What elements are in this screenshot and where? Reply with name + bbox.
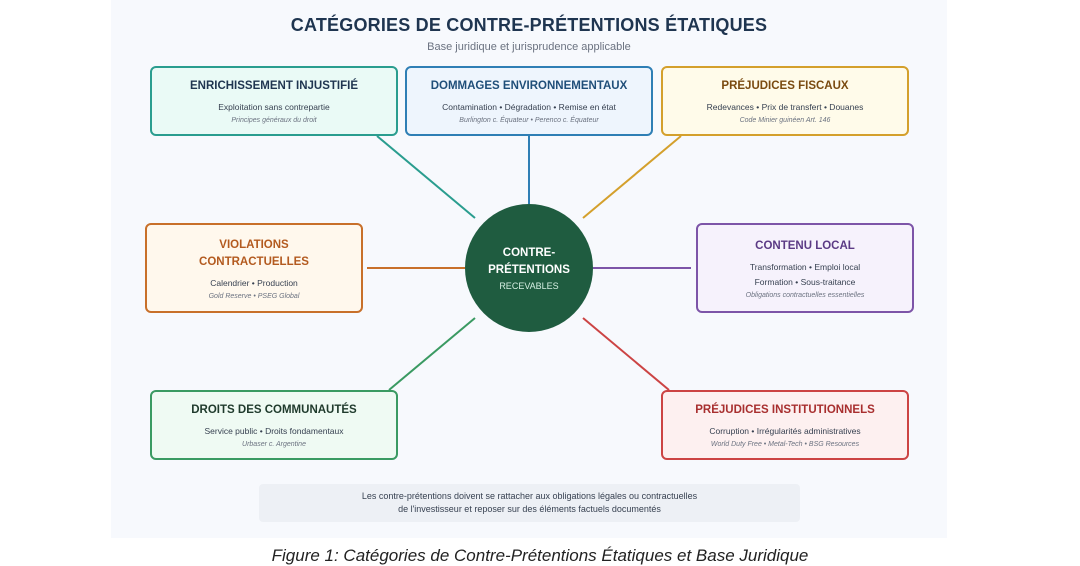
connector-communautes bbox=[389, 318, 475, 390]
box-reference: Obligations contractuelles essentielles bbox=[745, 291, 865, 299]
diagram-subtitle: Base juridique et jurisprudence applicable bbox=[427, 41, 631, 53]
box-enrichissement-injustifie bbox=[150, 66, 398, 136]
box-detail: Transformation • Emploi local bbox=[749, 261, 861, 272]
box-detail: Calendrier • Production bbox=[210, 277, 298, 288]
box-reference: Burlington c. Équateur • Perenco c. Équateur bbox=[459, 117, 599, 124]
box-title: VIOLATIONS CONTRACTUELLES bbox=[199, 238, 309, 268]
box-reference: Urbaser c. Argentine bbox=[242, 441, 306, 448]
box-detail-2: Formation • Sous-traitance bbox=[754, 276, 856, 287]
center-title: CONTRE-PRÉTENTIONS bbox=[488, 247, 570, 276]
box-dommages-environnementaux bbox=[405, 66, 653, 136]
box-reference: Gold Reserve • PSEG Global bbox=[208, 292, 300, 300]
box-prejudices-institutionnels bbox=[661, 390, 909, 460]
diagram-title: CATÉGORIES DE CONTRE-PRÉTENTIONS ÉTATIQUES bbox=[290, 15, 768, 35]
box-title: CONTENU LOCAL bbox=[755, 239, 855, 252]
center-node bbox=[465, 204, 593, 332]
box-contenu-local bbox=[696, 223, 914, 313]
box-detail: Redevances • Prix de transfert • Douanes bbox=[706, 102, 864, 112]
box-title: PRÉJUDICES INSTITUTIONNELS bbox=[695, 404, 875, 416]
footer-note bbox=[259, 484, 800, 522]
footer-note-line-1: Les contre-prétentions doivent se rattacher aux obligations légales ou contractuelles bbox=[361, 491, 698, 501]
box-detail: Exploitation sans contrepartie bbox=[218, 102, 330, 112]
box-title: DROITS DES COMMUNAUTÉS bbox=[191, 404, 357, 416]
box-reference: World Duty Free • Metal-Tech • BSG Resources bbox=[710, 441, 860, 448]
box-detail: Contamination • Dégradation • Remise en état bbox=[442, 102, 616, 112]
box-title: PRÉJUDICES FISCAUX bbox=[721, 80, 849, 92]
box-reference: Principes généraux du droit bbox=[231, 117, 317, 124]
box-title: DOMMAGES ENVIRONNEMENTAUX bbox=[430, 80, 628, 92]
box-prejudices-fiscaux bbox=[661, 66, 909, 136]
center-subtitle: RECEVABLES bbox=[499, 281, 559, 291]
box-droits-communautes bbox=[150, 390, 398, 460]
box-detail: Service public • Droits fondamentaux bbox=[204, 426, 344, 436]
connector-fiscaux bbox=[583, 136, 681, 218]
connector-institutionnels bbox=[583, 318, 669, 390]
box-detail: Corruption • Irrégularités administratives bbox=[709, 426, 861, 436]
connector-enrichissement bbox=[377, 136, 475, 218]
box-title: ENRICHISSEMENT INJUSTIFIÉ bbox=[189, 80, 359, 92]
footer-note-line-2: de l'investisseur et reposer sur des éléments factuels documentés bbox=[398, 504, 661, 514]
box-violations-contractuelles bbox=[145, 223, 363, 313]
figure-caption: Figure 1: Catégories de Contre-Prétentions Étatiques et Base Juridique bbox=[271, 546, 809, 565]
box-reference: Code Minier guinéen Art. 146 bbox=[739, 117, 831, 124]
